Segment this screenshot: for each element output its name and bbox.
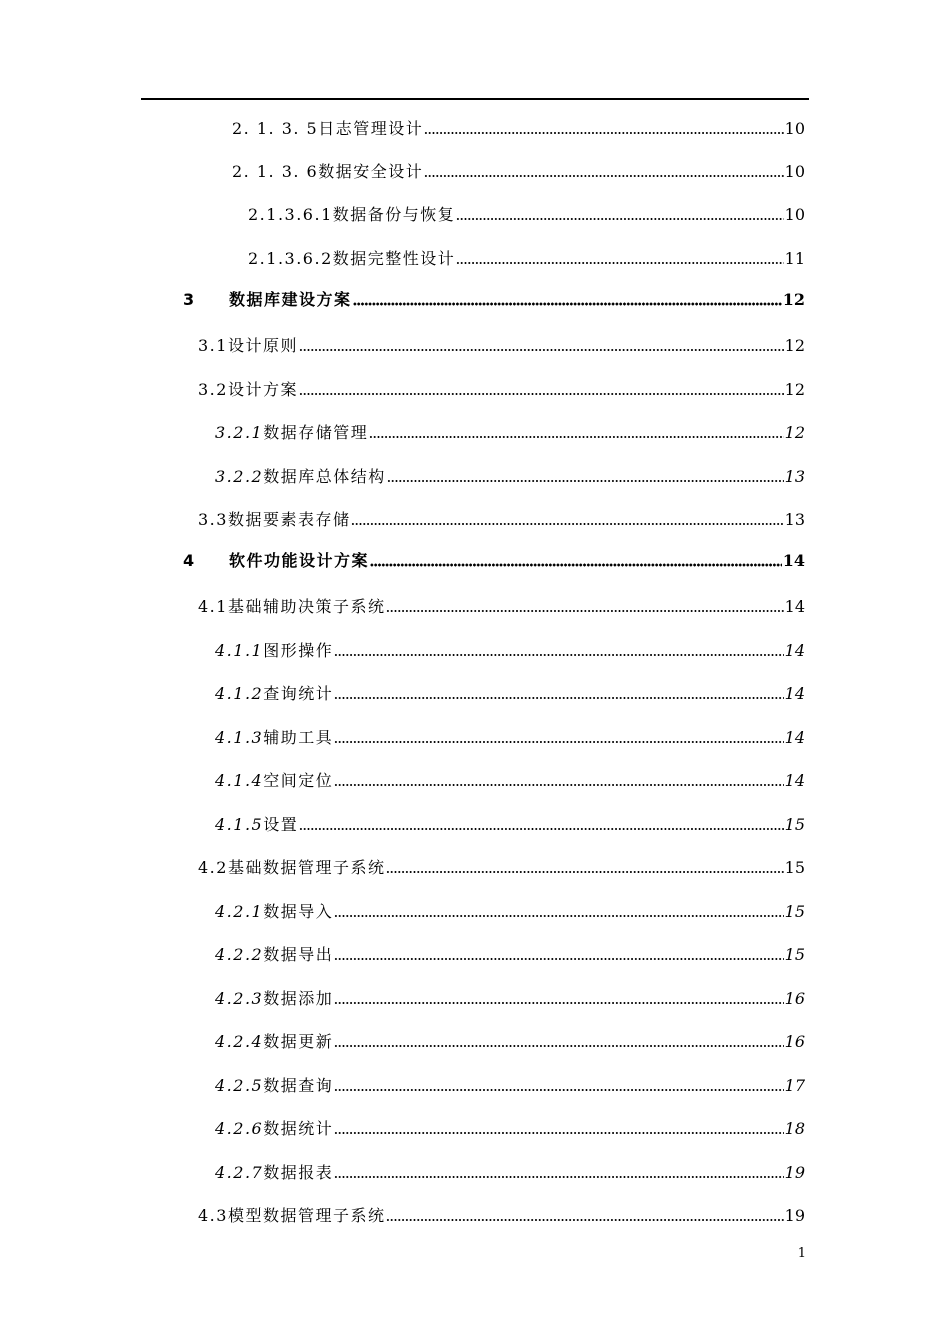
toc-entry-number: 3.2 [198,380,228,399]
toc-dot-leader [334,740,783,744]
toc-entry[interactable] [198,854,805,878]
toc-dot-leader [334,1088,783,1092]
toc-entry[interactable] [215,1159,805,1183]
toc-entry-number: 4.2 [198,858,228,877]
toc-entry-number: 4 [183,551,195,570]
toc-entry[interactable] [248,245,805,269]
toc-entry-number: 3.2.2 [215,467,264,486]
toc-entry-page: 15 [784,945,805,964]
toc-entry-page: 14 [784,641,805,660]
toc-entry-number: 3 [183,290,195,309]
toc-entry-number: 4.3 [198,1206,228,1225]
toc-dot-leader [456,217,783,221]
toc-entry-title: 数据要素表存储 [227,510,351,529]
toc-entry[interactable] [215,898,805,922]
toc-entry-page: 11 [784,249,805,268]
toc-entry-title: 设计方案 [227,380,298,399]
toc-entry-page: 14 [784,728,805,747]
toc-dot-leader [387,479,784,483]
toc-entry[interactable] [183,286,805,310]
toc-entry[interactable] [215,724,805,748]
toc-entry-page: 19 [784,1206,805,1225]
toc-entry-page: 13 [784,510,805,529]
toc-entry-title: 模型数据管理子系统 [227,1206,386,1225]
toc-dot-leader [334,914,783,918]
toc-entry-title: 数据安全设计 [318,162,424,181]
toc-entry-title: 数据报表 [263,1163,334,1182]
toc-dot-leader [424,174,783,178]
toc-entry-title: 辅助工具 [263,728,334,747]
toc-entry[interactable] [198,593,805,617]
toc-entry-page: 15 [784,902,805,921]
toc-dot-leader [353,302,782,306]
toc-entry-title: 数据统计 [263,1119,334,1138]
toc-entry[interactable] [198,506,805,530]
toc-entry[interactable] [215,767,805,791]
toc-dot-leader [351,522,783,526]
toc-entry-number: 4.1.1 [215,641,264,660]
toc-entry-number: 3.1 [198,336,228,355]
toc-dot-leader [299,348,784,352]
toc-entry-number: 4.2.1 [215,902,264,921]
toc-entry[interactable] [215,637,805,661]
toc-dot-leader [386,1218,783,1222]
toc-entry-title: 日志管理设计 [318,119,424,138]
toc-entry[interactable] [198,1202,805,1226]
toc-entry-title: 数据存储管理 [263,423,369,442]
toc-entry-title: 查询统计 [263,684,334,703]
toc-entry[interactable] [198,332,805,356]
toc-entry[interactable] [198,376,805,400]
toc-entry[interactable] [215,941,805,965]
toc-entry[interactable] [232,115,805,139]
page-number: 1 [797,1246,806,1261]
toc-dot-leader [370,563,782,567]
toc-entry-page: 12 [784,336,805,355]
toc-entry-number: 4.2.4 [215,1032,264,1051]
toc-dot-leader [334,1175,783,1179]
toc-entry-page: 17 [784,1076,805,1095]
toc-entry[interactable] [215,811,805,835]
toc-entry-title: 数据更新 [263,1032,334,1051]
toc-entry-number: 4.1.2 [215,684,264,703]
toc-entry-page: 12 [784,380,805,399]
toc-entry-number: 4.2.2 [215,945,264,964]
toc-entry-number: 4.2.7 [215,1163,264,1182]
toc-entry-title: 数据完整性设计 [332,249,456,268]
toc-dot-leader [386,609,783,613]
toc-dot-leader [334,653,783,657]
toc-entry-page: 14 [782,551,805,570]
toc-dot-leader [334,783,783,787]
toc-entry-page: 14 [784,597,805,616]
toc-entry-number: 2. 1. 3. 5 [232,119,319,138]
toc-entry-title: 设置 [263,815,299,834]
toc-entry-page: 12 [782,290,805,309]
toc-entry-page: 13 [784,467,805,486]
toc-entry[interactable] [248,201,805,225]
toc-entry[interactable] [215,1028,805,1052]
toc-entry[interactable] [215,419,805,443]
toc-entry-page: 16 [784,989,805,1008]
toc-entry-page: 10 [784,162,805,181]
toc-dot-leader [334,1044,783,1048]
toc-entry-number: 4.1.5 [215,815,264,834]
toc-entry[interactable] [215,1115,805,1139]
toc-entry-number: 2. 1. 3. 6 [232,162,319,181]
toc-entry-title: 数据库总体结构 [263,467,386,486]
toc-entry-number: 4.1 [198,597,228,616]
toc-entry-number: 4.2.6 [215,1119,264,1138]
toc-entry-title: 图形操作 [263,641,334,660]
toc-dot-leader [334,696,783,700]
toc-entry-page: 19 [784,1163,805,1182]
toc-dot-leader [456,261,783,265]
toc-entry-title: 数据库建设方案 [229,290,352,309]
toc-dot-leader [334,1131,783,1135]
toc-entry-title: 数据备份与恢复 [332,205,456,224]
toc-entry-number: 4.2.5 [215,1076,264,1095]
toc-entry-page: 15 [784,815,805,834]
toc-entry[interactable] [215,680,805,704]
toc-entry-page: 10 [784,205,805,224]
toc-entry-title: 数据导入 [263,902,334,921]
toc-dot-leader [386,870,783,874]
toc-entry-title: 数据查询 [263,1076,334,1095]
toc-entry-title: 数据导出 [263,945,334,964]
toc-entry[interactable] [232,158,805,182]
toc-dot-leader [369,435,783,439]
toc-entry-number: 4.1.4 [215,771,264,790]
toc-entry-title: 数据添加 [263,989,334,1008]
toc-entry-number: 4.2.3 [215,989,264,1008]
toc-entry[interactable] [215,463,805,487]
toc-entry-number: 3.2.1 [215,423,264,442]
toc-entry-number: 2.1.3.6.2 [248,249,333,268]
toc-entry-page: 14 [784,684,805,703]
toc-dot-leader [299,827,783,831]
toc-entry-title: 基础辅助决策子系统 [227,597,386,616]
toc-dot-leader [334,957,783,961]
toc-entry-page: 18 [784,1119,805,1138]
toc-entry-number: 2.1.3.6.1 [248,205,333,224]
toc-entry-page: 14 [784,771,805,790]
toc-dot-leader [299,392,784,396]
toc-entry-title: 软件功能设计方案 [229,551,370,570]
toc-entry-title: 空间定位 [263,771,334,790]
toc-entry-page: 12 [784,423,805,442]
toc-entry-page: 16 [784,1032,805,1051]
toc-entry-title: 基础数据管理子系统 [227,858,386,877]
toc-entry-number: 4.1.3 [215,728,264,747]
toc-entry[interactable] [183,547,805,571]
toc-entry-page: 10 [784,119,805,138]
toc-entry[interactable] [215,1072,805,1096]
toc-entry-title: 设计原则 [227,336,298,355]
toc-entry-number: 3.3 [198,510,228,529]
toc-dot-leader [424,131,783,135]
toc-entry[interactable] [215,985,805,1009]
toc-dot-leader [334,1001,783,1005]
toc-entry-page: 15 [784,858,805,877]
